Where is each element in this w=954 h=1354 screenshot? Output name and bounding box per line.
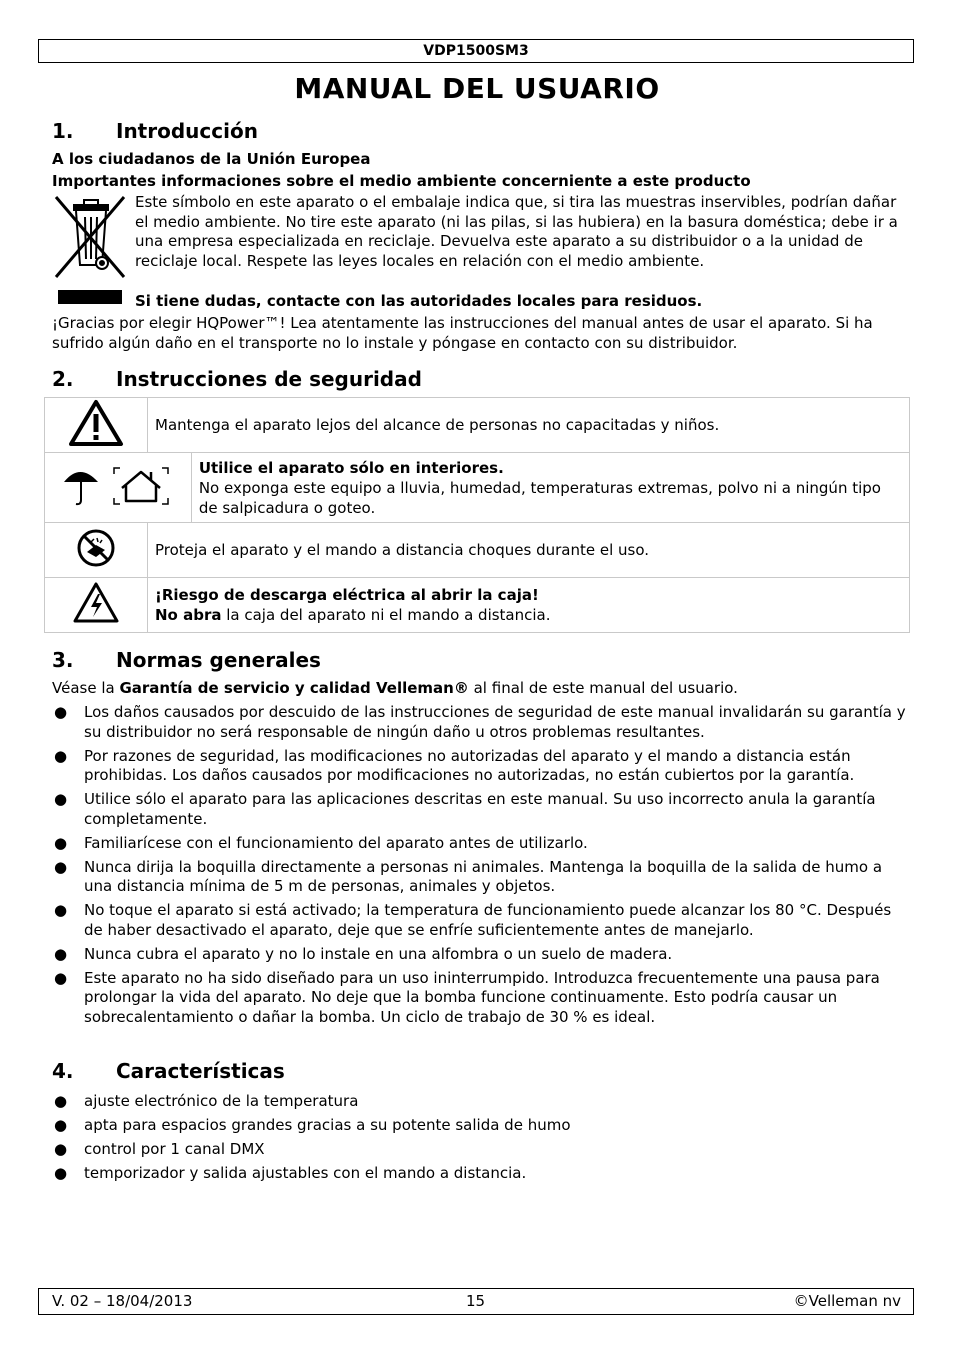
warranty-reference: Garantía de servicio y calidad Velleman®	[119, 679, 469, 697]
list-item	[52, 969, 912, 1028]
footer-page-number: 15	[466, 1292, 486, 1310]
features-list	[52, 1092, 912, 1188]
list-item-text: Nunca dirija la boquilla directamente a personas ni animales. Mantenga la boquilla de la salida de humo a una distancia mínima de 5 m de personas, animales y objetos.	[84, 857, 883, 895]
env-title: Importantes informaciones sobre el medio ambiente concerniente a este producto	[52, 172, 751, 190]
general-rules-list	[52, 703, 912, 1032]
list-item	[52, 945, 912, 965]
weee-contact-note: Si tiene dudas, contacte con las autoridades locales para residuos.	[135, 292, 703, 310]
bullet-icon: ●	[54, 1164, 68, 1182]
list-item	[52, 834, 912, 854]
thanks-paragraph: ¡Gracias por elegir HQPower™! Lea atentamente las instrucciones del manual antes de usar el aparato. Si ha sufrido algún daño en el transporte no lo instale y póngase en contacto con su distribuidor.	[52, 314, 873, 352]
safety-text: Proteja el aparato y el mando a distancia choques durante el uso.	[155, 541, 650, 559]
safety-text-rest: la caja del aparato ni el mando a distancia.	[221, 606, 551, 624]
indoor-use-icon	[58, 460, 178, 510]
safety-icon-cell	[45, 578, 148, 633]
bullet-icon: ●	[54, 703, 68, 721]
bullet-icon: ●	[54, 857, 68, 876]
list-item-text: control por 1 canal DMX	[84, 1140, 265, 1158]
list-item-text: Nunca cubra el aparato y no lo instale en una alfombra o un suelo de madera.	[84, 944, 673, 963]
list-item-text: Este aparato no ha sido diseñado para un uso ininterrumpido. Introduzca frecuentemente una pausa para prolongar la vida del aparato. No deje que la bomba funcione continuamente. Esto podría causar un sobrecalentamiento o dañar la bomba. Un ciclo de trabajo de 30 % es ideal.	[84, 968, 880, 1026]
safety-icon-cell	[45, 453, 192, 523]
safety-bold-text: ¡Riesgo de descarga eléctrica al abrir la caja!	[155, 586, 539, 604]
safety-text: Mantenga el aparato lejos del alcance de personas no capacitadas y niños.	[155, 416, 720, 434]
general-intro-text: al final de este manual del usuario.	[468, 679, 738, 697]
eu-title: A los ciudadanos de la Unión Europea	[52, 150, 371, 168]
bullet-icon: ●	[54, 944, 68, 963]
list-item	[52, 858, 912, 897]
list-item-text: Los daños causados por descuido de las instrucciones de seguridad de este manual invalidarán su garantía y su distribuidor no será responsable de ningún daño u otros problemas resultantes.	[84, 703, 906, 741]
bullet-icon: ●	[54, 968, 68, 987]
section-heading-features	[52, 1058, 285, 1084]
bullet-icon: ●	[54, 1140, 68, 1158]
safety-text	[155, 605, 902, 625]
weee-black-bar	[58, 290, 122, 304]
weee-description: Este símbolo en este aparato o el embalaje indica que, si tira las muestras inservibles, podrían dañar el medio ambiente. No tire este aparato (ni las pilas, si las hubiera) en la basura doméstica; debe ir a una empresa especializada en reciclaje. Devuelva este aparato a su distribuidor o a la unidad de reciclaje local. Respete las leyes locales en relación con el medio ambiente.	[135, 193, 898, 270]
safety-text-cell	[191, 453, 909, 523]
safety-bold-inline: No abra	[155, 606, 222, 624]
list-item	[52, 1140, 912, 1160]
bullet-icon: ●	[54, 790, 68, 808]
safety-text-cell	[148, 578, 910, 633]
footer-version: V. 02 – 18/04/2013	[52, 1292, 193, 1310]
general-intro-text: Véase la	[52, 679, 120, 697]
weee-bin-icon	[52, 193, 128, 283]
safety-text-cell	[148, 398, 910, 453]
list-item-text: Familiarícese con el funcionamiento del aparato antes de utilizarlo.	[84, 833, 588, 852]
safety-bold-text: Utilice el aparato sólo en interiores.	[198, 458, 504, 477]
section-title: Introducción	[116, 119, 258, 143]
safety-row	[45, 578, 910, 633]
list-item-text: No toque el aparato si está activado; la temperatura de funcionamiento puede alcanzar los 80 °C. Después de haber desactivado el aparato, deje que se enfríe suficientemente antes de manejarlo.	[84, 901, 892, 939]
section-number: 2.	[52, 367, 74, 391]
general-intro	[52, 679, 912, 699]
section-title: Características	[116, 1059, 285, 1083]
list-item	[52, 901, 912, 940]
bullet-icon: ●	[54, 1092, 68, 1110]
warning-triangle-icon	[68, 399, 124, 447]
page-footer	[38, 1288, 914, 1315]
section-number: 4.	[52, 1059, 74, 1083]
electric-shock-icon	[72, 581, 120, 625]
page-header-model: VDP1500SM3	[38, 39, 914, 63]
footer-copyright: ©Velleman nv	[793, 1292, 901, 1310]
safety-icon-cell	[45, 523, 148, 578]
safety-table	[44, 397, 910, 633]
page-title: MANUAL DEL USUARIO	[294, 72, 660, 105]
bullet-icon: ●	[54, 901, 68, 919]
list-item-text: temporizador y salida ajustables con el mando a distancia.	[84, 1164, 527, 1182]
section-heading-safety	[52, 366, 422, 392]
list-item	[52, 1116, 912, 1136]
bullet-icon: ●	[54, 746, 68, 765]
section-heading-general	[52, 647, 321, 673]
section-number: 3.	[52, 648, 74, 672]
list-item-text: ajuste electrónico de la temperatura	[84, 1092, 359, 1110]
safety-row	[45, 523, 910, 578]
safety-text: No exponga este equipo a lluvia, humedad, temperaturas extremas, polvo ni a ningún tipo de salpicadura o goteo.	[198, 478, 881, 517]
safety-icon-cell	[45, 398, 148, 453]
safety-row	[45, 453, 910, 523]
list-item	[52, 1092, 912, 1112]
section-title: Instrucciones de seguridad	[116, 367, 422, 391]
bullet-icon: ●	[54, 1116, 68, 1134]
list-item	[52, 790, 912, 829]
list-item-text: Utilice sólo el aparato para las aplicaciones descritas en este manual. Su uso incorrecto anula la garantía completamente.	[84, 790, 876, 828]
section-number: 1.	[52, 119, 74, 143]
list-item	[52, 747, 912, 786]
list-item-text: apta para espacios grandes gracias a su potente salida de humo	[84, 1116, 571, 1134]
no-shock-icon	[76, 528, 116, 568]
safety-row	[45, 398, 910, 453]
list-item	[52, 1164, 912, 1184]
section-heading-intro	[52, 118, 258, 144]
list-item	[52, 703, 912, 742]
safety-text-cell	[148, 523, 910, 578]
bullet-icon: ●	[54, 833, 68, 852]
section-title: Normas generales	[116, 648, 321, 672]
list-item-text: Por razones de seguridad, las modificaciones no autorizadas del aparato y el mando a distancia están prohibidas. Los daños causados por modificaciones no autorizadas, no están cubiertos por la garantía.	[84, 746, 855, 784]
